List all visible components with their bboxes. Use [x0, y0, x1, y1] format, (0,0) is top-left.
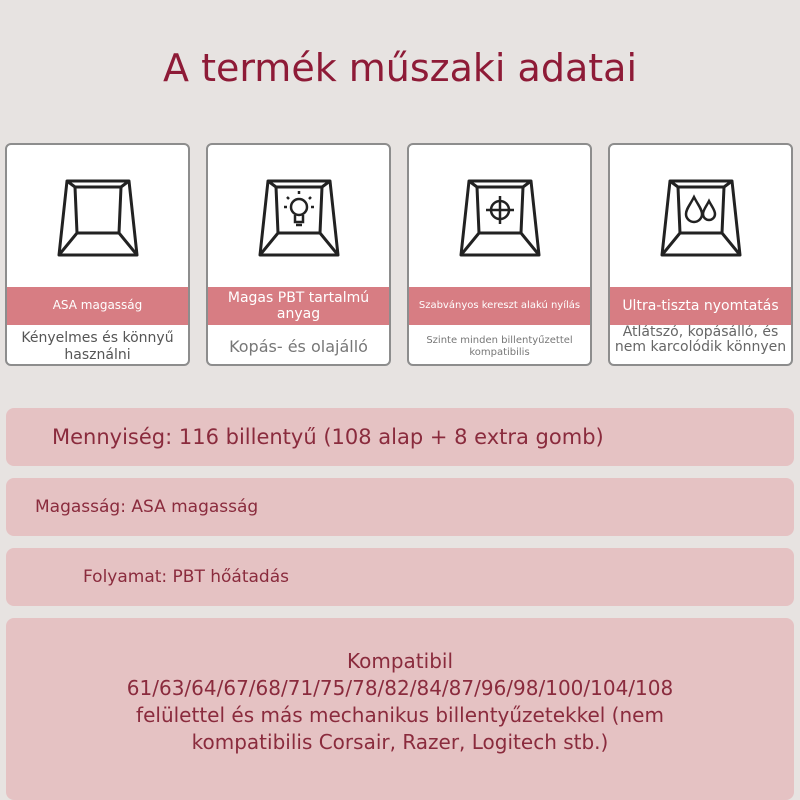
feature-label: ASA magasság [7, 287, 188, 325]
spec-compatibility [6, 618, 794, 800]
spec-process [6, 548, 794, 606]
feature-description: Kényelmes és könnyű használni [21, 330, 174, 363]
keycap-droplets-icon [610, 175, 791, 259]
feature-card-asa-height [5, 143, 190, 366]
compat-line-4: kompatibilis Corsair, Razer, Logitech stb.) [191, 730, 609, 754]
compat-line-2: 61/63/64/67/68/71/75/78/82/84/87/96/98/100/104/108 [126, 676, 674, 700]
keycap-crosshair-icon [409, 175, 590, 259]
feature-label: Magas PBT tartalmú anyag [208, 287, 389, 325]
keycap-icon [7, 175, 188, 259]
feature-description: Átlátszó, kopásálló, és nem karcolódik könnyen [614, 325, 787, 356]
feature-description: Kopás- és olajálló [229, 337, 368, 357]
feature-card-pbt-material [206, 143, 391, 366]
spec-quantity [6, 408, 794, 466]
feature-label: Szabványos kereszt alakú nyílás [409, 287, 590, 325]
keycap-bulb-icon [208, 175, 389, 259]
feature-card-ultra-clear-print [608, 143, 793, 366]
compat-line-3: felülettel és más mechanikus billentyűzetekkel (nem [136, 703, 664, 727]
spec-height-text: Magasság: ASA magasság [35, 497, 259, 517]
page-title: A termék műszaki adatai [163, 46, 637, 90]
spec-height [6, 478, 794, 536]
feature-card-cross-stem [407, 143, 592, 366]
spec-quantity-text: Mennyiség: 116 billentyű (108 alap + 8 extra gomb) [52, 425, 604, 449]
compat-line-1: Kompatibil [347, 649, 453, 673]
feature-label: Ultra-tiszta nyomtatás [610, 287, 791, 325]
spec-process-text: Folyamat: PBT hőátadás [83, 567, 289, 587]
feature-description: Szinte minden billentyűzettel kompatibilis [426, 335, 573, 358]
